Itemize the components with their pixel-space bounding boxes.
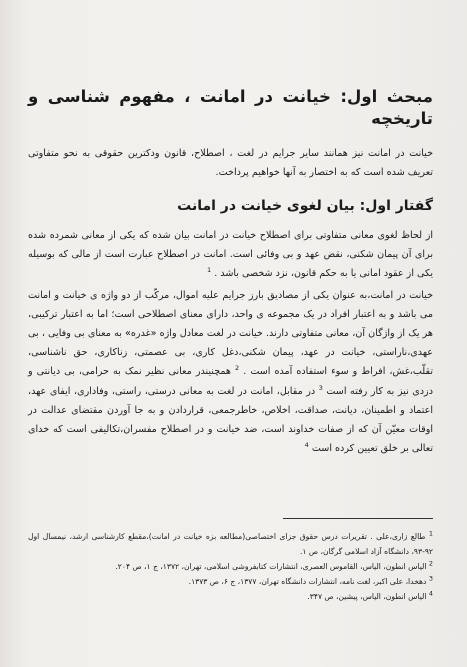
paragraph-2-tail2: در مقابل، امانت در لغت به معانی درستی، راستی، وفاداری، ایفای عهد، اعتماد و اطمینان، دیانت، صداقت، اخلاص، خاطرجمعی، قراردادن و به جا آوردن مقتضای عدالت در اوقات معیّن آن که از صفات خداوند است، ضد خیانت و در اصطلاح مفسران،تکالیفی است که خدای تعالی بر خلق تعیین کرده است [28, 385, 433, 455]
paragraph-1-text: از لحاظ لغوی معانی متفاوتی برای اصطلاح خیانت در امانت بیان شده که یکی از معانی شمرده شده برای آن پیمان شکنی، نقض عهد و بی وفائی است. امانت در اصطلاح عبارت است از مالی که بوسیله یکی از عقود امانی یا به حکم قانون، نزد شخصی باشد . [28, 230, 433, 280]
footnote-number: 3 [428, 574, 433, 583]
footnote-text: الیاس انطون، الیاس، القاموس العصری، انتشارات کتابفروشی اسلامی، تهران، ۱۳۷۲، ج ۱، ص ۲۰۴. [115, 562, 427, 571]
subsection-title: گفتار اول: بیان لغوی خیانت در امانت [177, 198, 433, 214]
footnote-item [28, 529, 433, 559]
intro-paragraph: خیانت در امانت نیز همانند سایر جرایم در لغت ، اصطلاح، قانون ودکترین حقوقی به نحو متفاوتی تعریف شده است که به اختصار به آنها خواهیم پرداخت. [28, 148, 433, 178]
footnote-ref-3: 3 [318, 383, 323, 392]
body-paragraph-2 [28, 286, 433, 459]
footnote-text: دهخدا، علی اکبر، لغت نامه، انتشارات دانشگاه تهران، ۱۳۷۷، ج ۶، ص ۱۳۷۳. [188, 577, 427, 586]
footnote-number: 2 [428, 559, 433, 568]
footnote-item [28, 559, 433, 574]
body-paragraph-1 [28, 226, 433, 284]
main-content [28, 86, 433, 458]
footnote-divider [283, 518, 433, 519]
section-title: مبحث اول: خیانت در امانت ، مفهوم شناسی و تاریخچه [28, 87, 433, 128]
footnote-item [28, 589, 433, 604]
footnote-ref-4: 4 [304, 441, 309, 450]
footnote-item [28, 574, 433, 589]
footnote-text: الیاس انطون، الیاس، پیشین، ص ۳۴۷. [307, 592, 427, 601]
paragraph-2-text: خیانت در امانت،به عنوان یکی از مصادیق بارز جرایم علیه اموال، مرکّب از دو واژه ی خیانت و امانت می باشد و به اعتبار افراد در یک مجموعه ی واحد، دارای معنای اصطلاحی است؛ اما به اعتبار ترکیبی، هر یک از واژگان آن، معانی متفاوتی دارند. خیانت در لغت معادل واژه «غدره» به معنای بی وفایی ، بی عهدی،ناراستی، خیانت در عهد، پیمان شکنی،دغل کاری، بی عصمتی، زناکاری، حق ناشناسی، تقلّب،غش، افراط و سوء استفاده آمده است . [28, 289, 433, 378]
footnote-ref-2: 2 [235, 364, 240, 373]
footnote-number: 1 [428, 529, 433, 538]
footnote-ref-1: 1 [206, 266, 212, 275]
paragraph-2-tail: همچنیندر معانی نظیر نمک به حرامی، بی دیانتی و دزدی نیز به کار رفته است [28, 366, 433, 397]
footnote-text: طالع زاری،علی . تقریرات درس حقوق جزای اختصاصی(مطالعه بزه خیانت در امانت)،مقطع کارشناسی ارشد، نیمسال اول ۹۲-۹۳، دانشگاه آزاد اسلامی گرگان، ص ۱. [28, 532, 433, 556]
footnote-number: 4 [428, 589, 433, 598]
footnotes [28, 518, 433, 604]
